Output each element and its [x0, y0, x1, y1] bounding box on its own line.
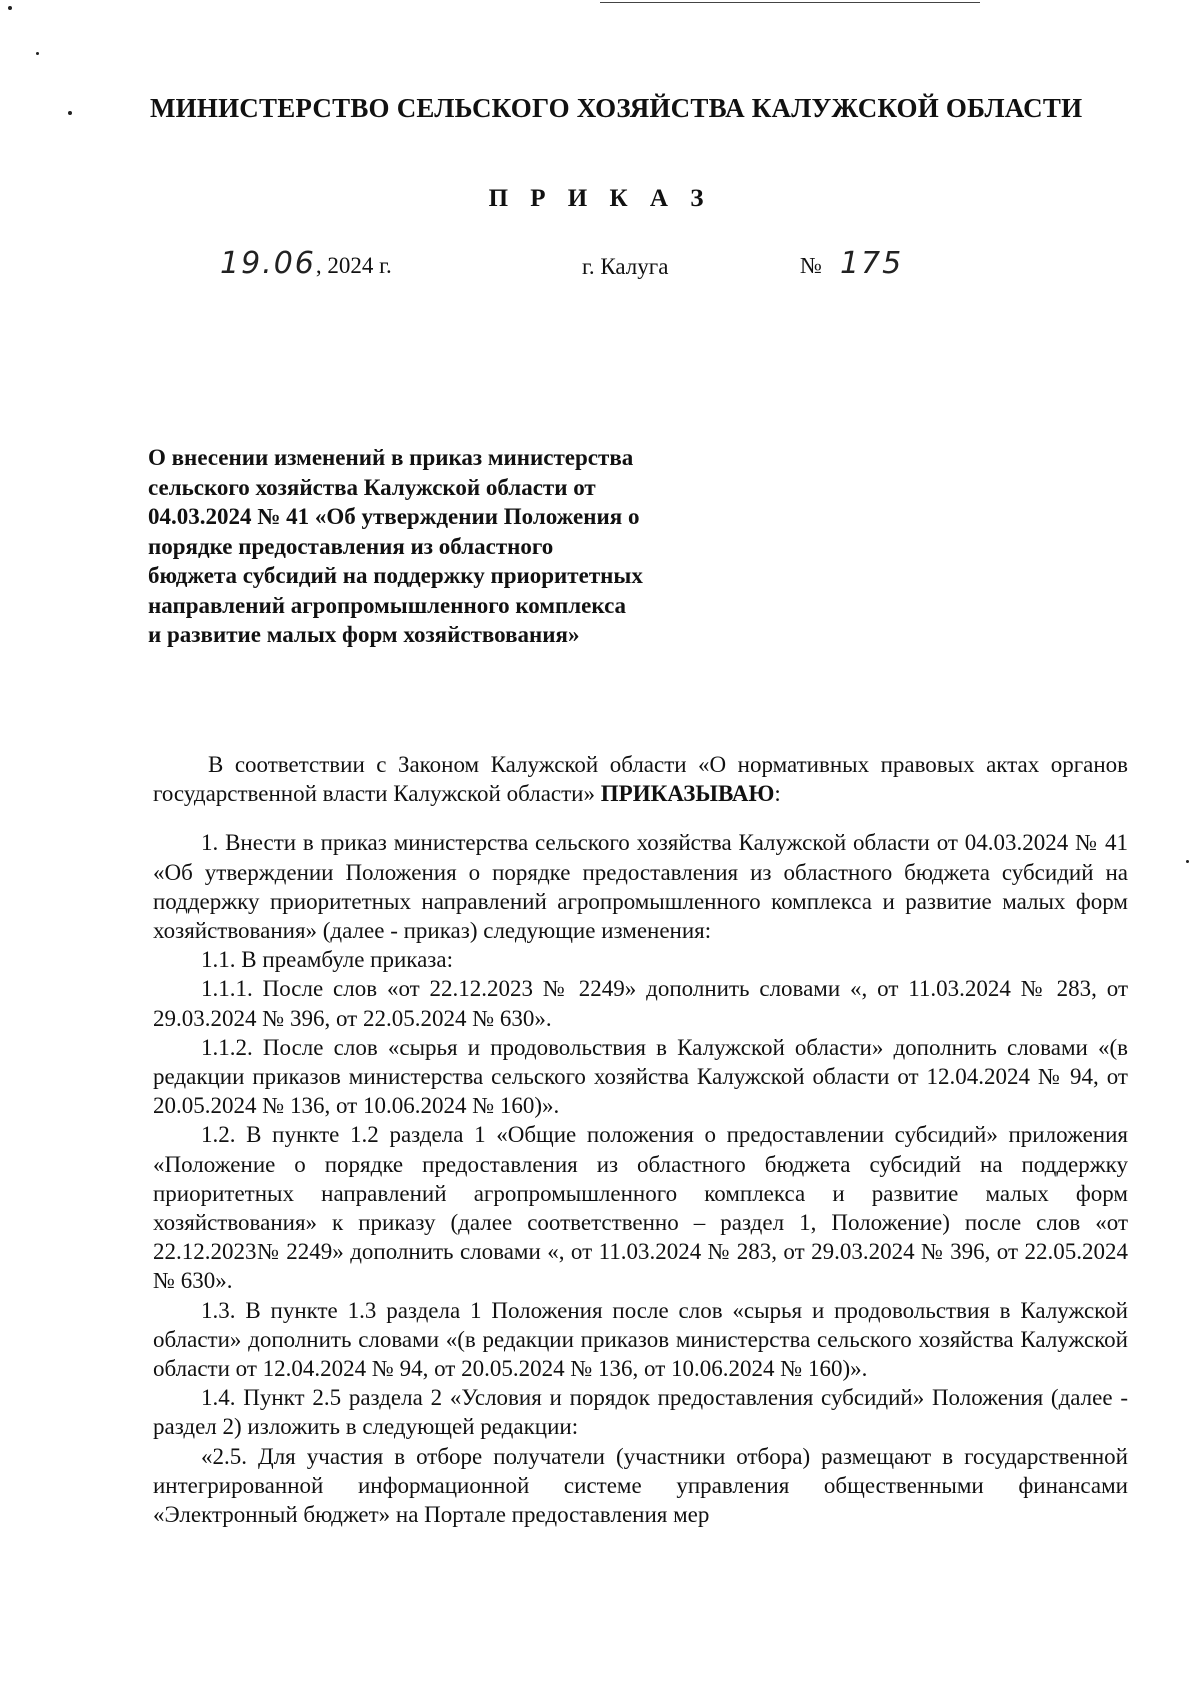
subject-line: бюджета субсидий на поддержку приоритетных: [148, 563, 643, 588]
order-year: , 2024 г.: [315, 253, 392, 278]
intro-end: :: [774, 781, 781, 807]
scan-line: [600, 2, 980, 3]
body-paragraph: 1.4. Пункт 2.5 раздела 2 «Условия и порядок предоставления субсидий» Положения (далее - раздел 2) изложить в следующей редакции:: [153, 1385, 1128, 1440]
command-word: ПРИКАЗЫВАЮ: [600, 781, 775, 807]
order-subject: [148, 443, 748, 650]
body-paragraph: 1. Внести в приказ министерства сельского хозяйства Калужской области от 04.03.2024 № 41 «Об утверждении Положения о порядке предоставления из областного бюджета субсидий на поддержку приоритетных направлений агропромышленного комплекса и развитие малых форм хозяйствования» (далее - приказ) следующие изменения:: [153, 830, 1128, 944]
order-body: [153, 750, 1128, 1529]
intro-paragraph: [153, 750, 1128, 808]
subject-line: направлений агропромышленного комплекса: [148, 592, 627, 618]
body-paragraph: 1.3. В пункте 1.3 раздела 1 Положения после слов «сырья и продовольствия в Калужской области» дополнить словами «(в редакции приказов министерства сельского хозяйства Калужской области от 12.04.2024 № 94, от 20.05.2024 № 136, от 10.06.2024 № 160)».: [153, 1297, 1128, 1382]
intro-text: В соответствии с Законом Калужской области «О нормативных правовых актах органов государственной власти Калужской области»: [153, 752, 1128, 807]
body-paragraph: 1.1. В преамбуле приказа:: [201, 947, 453, 973]
scan-speck: [1186, 860, 1189, 863]
subject-line: сельского хозяйства Калужской области от: [148, 474, 596, 500]
body-paragraph: 1.1.1. После слов «от 22.12.2023 № 2249» дополнить словами «, от 11.03.2024 № 283, от 29.03.2024 № 396, от 22.05.2024 № 630».: [153, 976, 1128, 1031]
handwritten-number: 175: [839, 246, 904, 281]
order-number: [800, 246, 903, 281]
scan-speck: [36, 52, 39, 55]
order-city: г. Калуга: [582, 254, 669, 279]
handwritten-date: 19.06: [220, 246, 316, 281]
subject-line: О внесении изменений в приказ министерства: [148, 445, 634, 470]
order-date: [220, 246, 392, 281]
body-paragraph: 1.2. В пункте 1.2 раздела 1 «Общие положения о предоставлении субсидий» приложения «Положение о порядке предоставления из областного бюджета субсидий на поддержку приоритетных направлений агропромышленного комплекса и развитие малых форм хозяйствования» к приказу (далее соответственно – раздел 1, Положение) после слов «от 22.12.2023№ 2249» дополнить словами «, от 11.03.2024 № 283, от 29.03.2024 № 396, от 22.05.2024 № 630».: [153, 1122, 1128, 1294]
subject-line: порядке предоставления из областного: [148, 533, 554, 559]
subject-line: 04.03.2024 № 41 «Об утверждении Положения о: [148, 504, 640, 529]
ministry-name: МИНИСТЕРСТВО СЕЛЬСКОГО ХОЗЯЙСТВА КАЛУЖСКОЙ ОБЛАСТИ: [150, 93, 1083, 123]
body-paragraph: 1.1.2. После слов «сырья и продовольствия в Калужской области» дополнить словами «(в редакции приказов министерства сельского хозяйства Калужской области от 12.04.2024 № 94, от 20.05.2024 № 136, от 10.06.2024 № 160)».: [153, 1034, 1128, 1119]
order-title: П Р И К А З: [488, 185, 712, 212]
subject-line: и развитие малых форм хозяйствования»: [148, 622, 580, 647]
scan-speck: [8, 6, 12, 10]
body-paragraph: «2.5. Для участия в отборе получатели (участники отбора) размещают в государственной интегрированной информационной системе управления общественными финансами «Электронный бюджет» на Портале предоставления мер: [153, 1443, 1128, 1528]
number-sign: №: [800, 253, 822, 278]
scan-speck: [68, 111, 72, 115]
